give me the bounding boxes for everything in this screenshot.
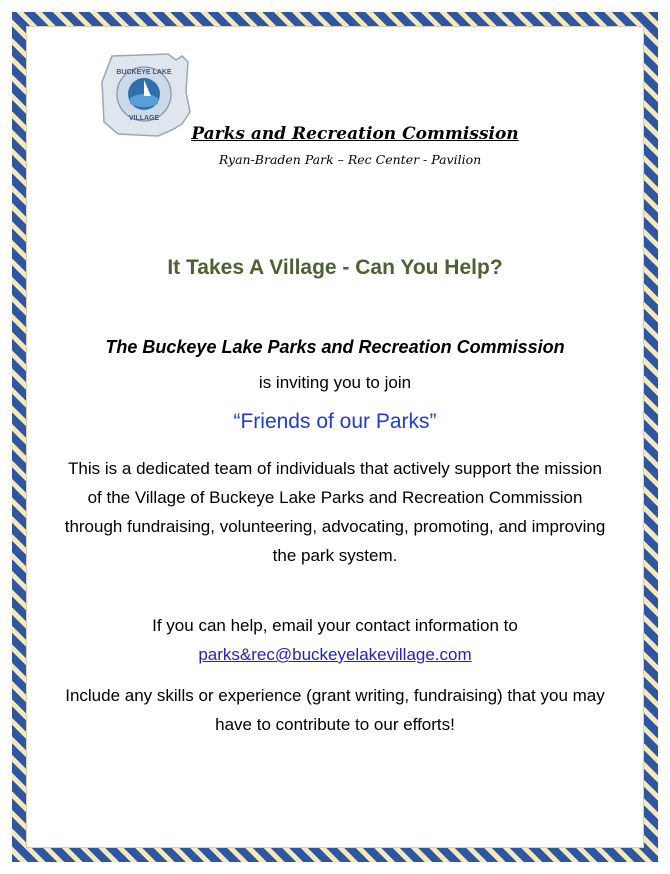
headline: It Takes A Village - Can You Help? bbox=[167, 256, 503, 279]
email-line bbox=[0, 645, 670, 665]
description-paragraph: This is a dedicated team of individuals that actively support the mission of the Village of Buckeye Lake Parks and Recreation Commission through fundraising, volunteering, advocating, promoting, and improving the park system. bbox=[64, 459, 606, 565]
invite-line: is inviting you to join bbox=[258, 373, 412, 392]
logo-text-bottom: VILLAGE bbox=[128, 115, 160, 122]
logo-text-top: BUCKEYE LAKE bbox=[116, 69, 172, 76]
org-name: The Buckeye Lake Parks and Recreation Commission bbox=[105, 337, 565, 357]
commission-title: Parks and Recreation Commission bbox=[191, 124, 519, 144]
commission-subtitle: Ryan-Braden Park – Rec Center - Pavilion bbox=[218, 152, 482, 167]
program-name: “Friends of our Parks” bbox=[233, 410, 437, 433]
village-logo bbox=[98, 52, 194, 138]
email-link[interactable]: parks&rec@buckeyelakevillage.com bbox=[198, 645, 472, 664]
skills-paragraph: Include any skills or experience (grant writing, fundraising) that you may have to contribute to our efforts! bbox=[65, 686, 605, 734]
help-line: If you can help, email your contact information to bbox=[152, 616, 518, 635]
